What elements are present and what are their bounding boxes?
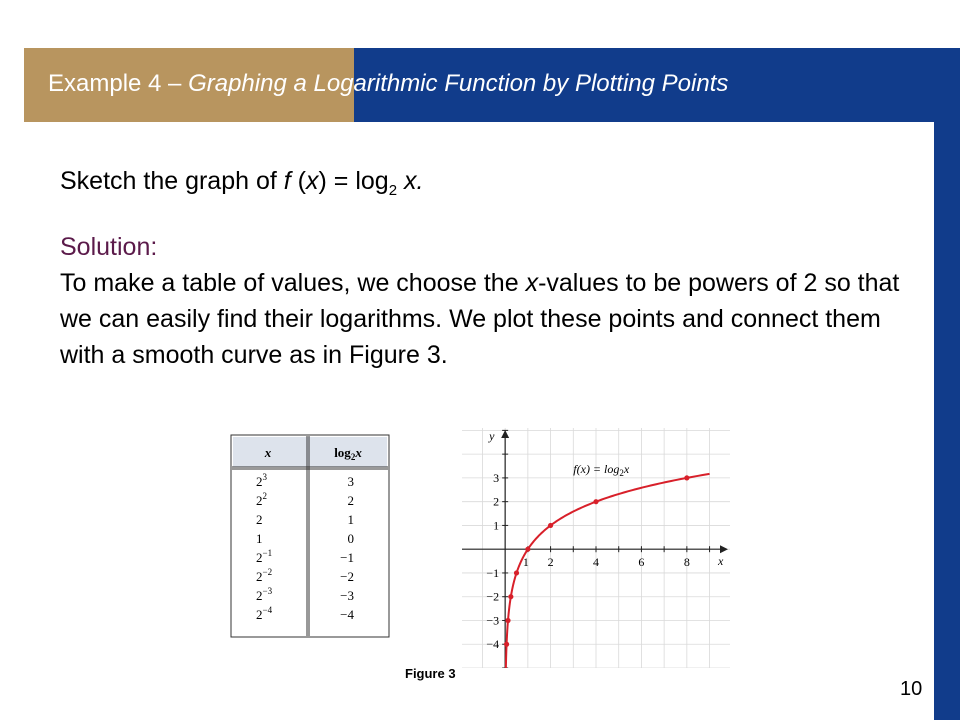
y-axis-label: y [489, 429, 495, 443]
table-cell: −4 [340, 607, 354, 622]
data-point [593, 499, 598, 504]
x-tick-label: 6 [638, 555, 645, 570]
y-axis-arrow [501, 430, 509, 438]
log-curve [506, 474, 710, 668]
table-header-log: $\log_2x$ [334, 445, 362, 462]
curve-label: $f(x) = \log_2x$ [573, 462, 630, 479]
table-header-x: x [264, 445, 272, 460]
data-point [548, 523, 553, 528]
table-cell: −3 [340, 588, 354, 603]
x-tick-label: 4 [593, 555, 599, 570]
data-point [525, 547, 530, 552]
solution-paragraph: To make a table of values, we choose the x-values to be powers of 2 so that we can easily find their logarithms. We plot these points and connect them with a smooth curve as in Figure 3. [60, 269, 900, 369]
table-row: 2 [256, 512, 263, 527]
x-tick-label: 8 [683, 555, 690, 570]
table-row: $2^{-1}$ [256, 548, 273, 565]
table-row: $2^3$ [256, 472, 267, 489]
y-tick-label: 2 [493, 494, 500, 509]
data-point [684, 475, 689, 480]
x-tick-label: 2 [547, 555, 554, 570]
data-point [505, 618, 510, 623]
problem-statement: Sketch the graph of f $(x) = \log_2 x$. [60, 167, 424, 199]
solution-label: Solution: [60, 233, 158, 261]
y-tick-label: −1 [486, 565, 500, 580]
y-tick-label: −3 [486, 613, 500, 628]
table-cell: 3 [347, 474, 354, 489]
values-table [230, 434, 390, 638]
data-point [504, 642, 509, 647]
table-row: $2^{-2}$ [256, 567, 273, 584]
table-row: $2^2$ [256, 491, 267, 508]
table-cell: 1 [347, 512, 354, 527]
x-tick-label: 1 [522, 555, 529, 570]
table-row: $2^{-4}$ [256, 605, 273, 622]
slide-title: Example 4 – Graphing a Logarithmic Function by Plotting Points [48, 70, 729, 97]
data-point [508, 594, 513, 599]
y-tick-label: 3 [493, 470, 500, 485]
table-cell: 2 [347, 493, 354, 508]
x-axis-arrow [720, 545, 728, 553]
table-cell: 0 [347, 531, 354, 546]
table-cell: −2 [340, 569, 354, 584]
right-accent-bar [934, 122, 960, 720]
table-row: $2^{-3}$ [256, 586, 273, 603]
figure-caption: Figure 3 [405, 666, 456, 681]
log-graph [462, 428, 730, 668]
data-point [514, 570, 519, 575]
page-number: 10 [900, 678, 923, 700]
x-axis-label: x [718, 554, 724, 569]
table-row: 1 [256, 531, 263, 546]
y-tick-label: −4 [486, 637, 500, 652]
y-tick-label: 1 [493, 518, 500, 533]
y-tick-label: −2 [486, 589, 500, 604]
table-cell: −1 [340, 550, 354, 565]
